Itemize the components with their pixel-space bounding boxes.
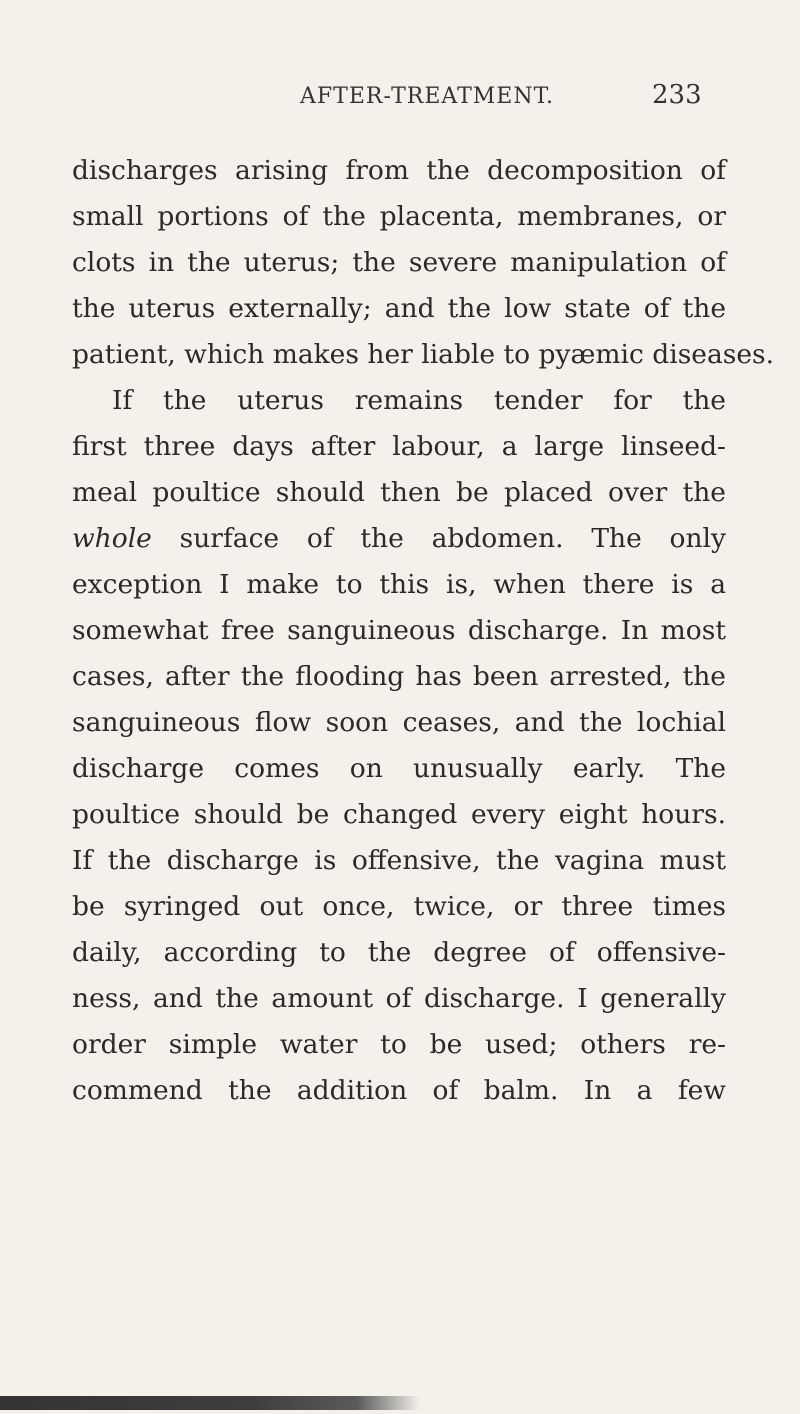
running-head: AFTER-TREATMENT. [300,84,555,109]
text-line: commend the addition of balm. In a few [72,1075,726,1106]
text-line: first three days after labour, a large linseed- [72,431,726,462]
text-line: daily, according to the degree of offensive- [72,937,726,968]
italic-word: whole [72,523,152,554]
text-line: be syringed out once, twice, or three times [72,891,726,922]
text-line: cases, after the flooding has been arrested, the [72,661,726,692]
text-line: ness, and the amount of discharge. I generally [72,983,726,1014]
text-line: small portions of the placenta, membranes, or [72,201,726,232]
text-line: exception I make to this is, when there is a [72,569,726,600]
text-line: discharges arising from the decomposition of [72,155,726,186]
text-line: order simple water to be used; others re- [72,1029,726,1060]
text-line: somewhat free sanguineous discharge. In most [72,615,726,646]
text-line: clots in the uterus; the severe manipulation of [72,247,726,278]
text-line-rest: surface of the abdomen. The only [151,523,726,554]
scan-edge-shadow [0,1396,420,1410]
text-line: meal poultice should then be placed over the [72,477,726,508]
text-line: If the uterus remains tender for the [112,385,726,416]
text-line: sanguineous flow soon ceases, and the lochial [72,707,726,738]
text-line: If the discharge is offensive, the vagina must [72,845,726,876]
text-line: the uterus externally; and the low state of the [72,293,726,324]
text-line [72,519,726,559]
text-line: poultice should be changed every eight hours. [72,799,726,830]
page-number: 233 [652,80,702,110]
text-line: patient, which makes her liable to pyæmic diseases. [72,339,775,370]
text-line: discharge comes on unusually early. The [72,753,726,784]
